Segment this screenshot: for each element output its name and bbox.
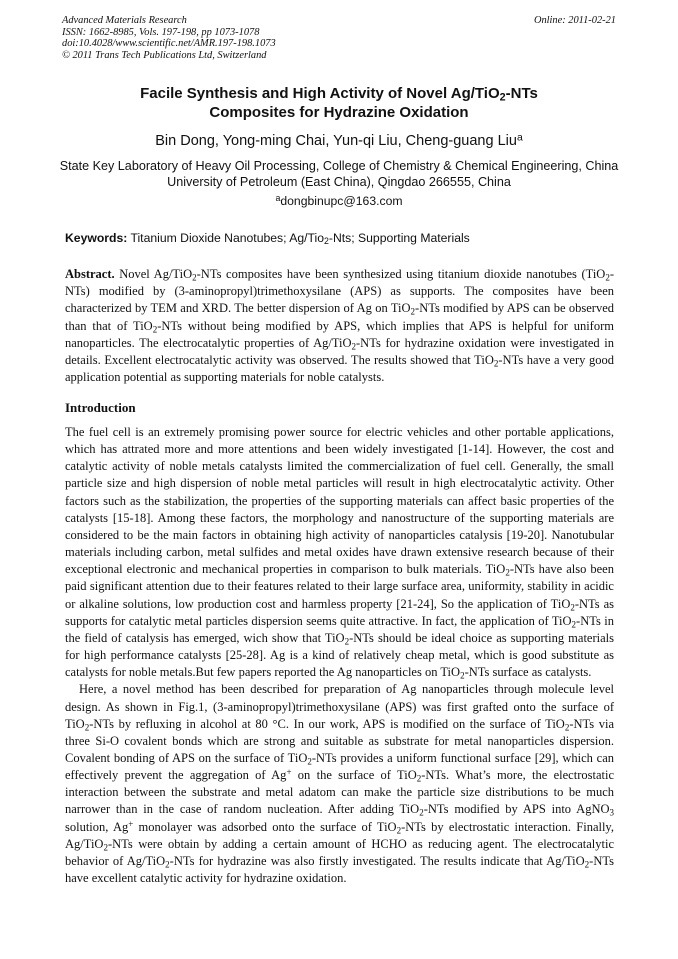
issn-line: ISSN: 1662-8985, Vols. 197-198, pp 1073-1078 (62, 26, 260, 38)
online-date: Online: 2011-02-21 (533, 15, 616, 26)
author-email: $^a$dongbinupc@163.com (275, 193, 403, 208)
paragraph: Here, a novel method has been described for preparation of Ag nanoparticles through molecule level design. As shown in Fig.1, (3-aminopropyl)trimethoxysilane (APS) was first grafted onto the surface of TiO$_2$-NTs by refluxing in alcohol at 80 °C. In our work, APS is modified on the surface of TiO$_2$-NTs via three Si-O covalent bonds which are strong and suitable as substrate for metal nanoparticles dispersion. Covalent bonding of APS on the surface of TiO$_2$-NTs provides a uniform functional surface [29], which can effectively prevent the aggregation of Ag+ on the surface of TiO$_2$-NTs. What’s more, the electrostatic interaction between the substrate and metal adatom can make the particle size distributions to be much narrower than in the case of random nucleation. After adding TiO$_2$-NTs modified by APS into AgNO$_3$ solution, Ag+ monolayer was adsorbed onto the surface of TiO$_2$-NTs by electrostatic interaction. Finally, Ag/TiO$_2$-NTs were obtain by adding a certain amount of HCHO as reducing agent. The electrocatalytic behavior of Ag/TiO$_2$-NTs for hydrazine was also firstly investigated. The results indicate that Ag/TiO$_2$-NTs have excellent catalytic activity for hydrazine oxidation. (65, 682, 615, 886)
doi-line: doi:10.4028/www.scientific.net/AMR.197-198.1073 (62, 38, 276, 49)
paragraph: The fuel cell is an extremely promising power source for electric vehicles and other portable applications, which has attrated more and more attentions and been widely investigated [1-14]. However, the cost and catalytic activity of noble metals catalysts limited the commercialization of fuel cell. Generally, the small particle size and high dispersion of noble metal particles will result in high electrocatalytic activity. Other factors such as the stabilization, the properties of the supporting materials can affect basic properties of the catalysts [15-18]. Among these factors, the morphology and nanostructure of the supporting materials are considered to be the main factors in obtaining high activity of nanoparticles catalysis [19-20]. Nanotubular materials including carbon, metal sulfides and metal oxides have drawn extensive research because of their exceptional electronic and mechanical properties in comparison to bulk materials. TiO$_2$-NTs have also been paid significant attention due to their features related to their large surface area, uniformity, stability in acidic or alkaline solutions, low production cost and harmless property [21-24], So the application of TiO$_2$-NTs as supports for catalytic metal particles dispersion seems quite attractive. In fact, the application of TiO$_2$-NTs in the field of catalysis has emerged, wich show that TiO$_2$-NTs should be ideal choice as supporting materials for high performance catalysts [25-28]. Ag is a kind of relatively cheap metal, which is good substitute as catalysts for noble metals.But few papers reported the Ag nanoparticles on TiO$_2$-NTs surface as catalysts. (65, 425, 614, 681)
copyright-line: © 2011 Trans Tech Publications Ltd, Switzerland (62, 49, 267, 61)
paper-title: Facile Synthesis and High Activity of Novel Ag/TiO$_2$-NTs Composites for Hydrazine Oxidation (140, 85, 538, 121)
affiliation: State Key Laboratory of Heavy Oil Processing, College of Chemistry & Chemical Engineering, China University of Petroleum (East China), Qingdao 266555, China (59, 159, 619, 189)
abstract-label: Abstract. (65, 267, 115, 281)
introduction-body (65, 424, 614, 887)
keywords: Keywords: Titanium Dioxide Nanotubes; Ag/Tio$_2$-Nts; Supporting Materials (65, 231, 470, 247)
keywords-label: Keywords: (65, 231, 128, 245)
journal-name: Advanced Materials Research (62, 15, 187, 26)
section-heading-introduction: Introduction (65, 400, 136, 415)
journal-header (62, 15, 616, 61)
author-list: Bin Dong, Yong-ming Chai, Yun-qi Liu, Cheng-guang Liu$^a$ (155, 132, 523, 149)
abstract: Abstract. Novel Ag/TiO$_2$-NTs composites have been synthesized using titanium dioxide nanotubes (TiO$_2$-NTs) modified by (3-aminopropyl)trimethoxysilane (APS) as supports. The composites have been characterized by TEM and XRD. The better dispersion of Ag on TiO$_2$-NTs modified by APS can be observed than that of TiO$_2$-NTs without being modified by APS, which implies that APS is helpful for uniform nanoparticles. The electrocatalytic properties of Ag/TiO$_2$-NTs for hydrazine oxidation were investigated in details. Excellent electrocatalytic activity was observed. The results showed that TiO$_2$-NTs have a very good application potential as supporting materials for noble catalysts. (65, 267, 615, 385)
